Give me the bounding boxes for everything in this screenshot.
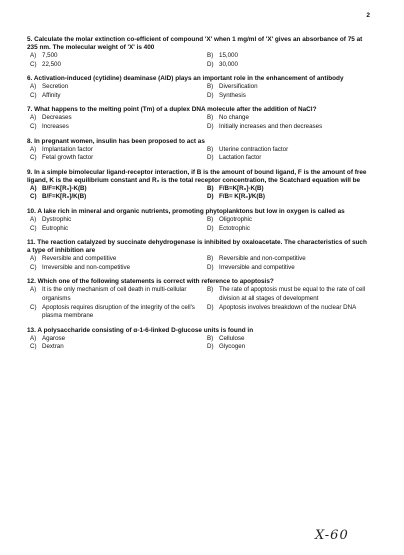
option-text: B/F=K[R₀]/K(B) [42,193,87,201]
option-label: C) [30,154,37,162]
option-text: Glycogen [219,343,246,351]
question-11 [27,239,369,272]
option-label: B) [207,145,214,153]
option-d [204,61,369,70]
option-label: A) [30,184,37,192]
option-label: C) [30,122,37,130]
option-a [27,286,204,303]
question-text: 6. Activation-induced (cytidine) deaminase (AID) plays an important role in the enhancement of antibody [27,75,344,83]
option-text: Cellulose [219,334,245,342]
question-9 [27,169,369,202]
question-13 [27,327,369,352]
option-label: A) [30,334,37,342]
option-text: Eutrophic [42,224,69,232]
option-text: Affinity [42,91,61,99]
option-d [204,92,369,101]
option-c [27,343,204,352]
option-label: C) [30,60,37,68]
question-text: 9. In a simple bimolecular ligand-receptor interaction, if B is the amount of bound ligand, F is the amount of free ligand, K is the equilibrium constant and R₀ is the total receptor concentration, the Scatchard equation will be [27,168,367,184]
option-text: The rate of apoptosis must be equal to the rate of cell division at all stages of development [219,286,366,302]
option-a [27,255,204,264]
option-label: D) [207,263,214,271]
option-label: D) [207,224,214,232]
option-b [204,286,369,303]
option-text: Reversible and competitive [42,255,117,263]
options-grid [27,216,369,233]
question-text: 11. The reaction catalyzed by succinate dehydrogenase is inhibited by oxaloacetate. The characteristics of such a type of inhibition are [27,239,367,255]
option-text: Diversification [219,83,258,91]
option-text: B/F=K[R₀]-K(B) [42,184,87,192]
option-c [27,92,204,101]
question-text: 13. A polysaccharide consisting of α-1-6-linked D-glucose units is found in [27,326,254,334]
option-text: 30,000 [219,60,238,68]
question-text: 7. What happens to the melting point (Tm) of a duplex DNA molecule after the addition of NaCl? [27,106,317,114]
option-text: F/B=K[R₀]-K(B) [219,184,264,192]
option-a [27,216,204,225]
option-text: Reversible and non-competitive [219,255,306,263]
option-label: B) [207,286,214,294]
option-b [204,185,369,194]
option-a [27,185,204,194]
option-label: D) [207,303,214,311]
options-grid [27,255,369,272]
option-label: A) [30,52,37,59]
option-b [204,114,369,123]
question-7 [27,106,369,131]
option-d [204,343,369,352]
question-text: 10. A lake rich in mineral and organic nutrients, promoting phytoplanktons but low in oxygen is called as [27,207,345,215]
option-label: C) [30,303,37,311]
option-label: A) [30,286,37,294]
options-grid [27,185,369,202]
option-a [27,335,204,344]
option-text: Increases [42,122,69,130]
option-d [204,225,369,234]
option-a [27,146,204,155]
option-label: B) [207,184,214,192]
option-label: A) [30,215,37,223]
options-grid [27,335,369,352]
option-text: Dextran [42,343,64,351]
option-text: Dystrophic [42,215,72,223]
option-c [27,123,204,132]
option-label: A) [30,83,37,91]
option-label: A) [30,255,37,263]
question-text: 8. In pregnant women, insulin has been proposed to act as [27,137,205,145]
option-a [27,114,204,123]
option-text: Apoptosis requires disruption of the integrity of the cell's plasma membrane [42,303,195,320]
option-label: C) [30,91,37,99]
option-text: Initially increases and then decreases [219,122,323,130]
option-label: D) [207,122,214,130]
option-text: No change [219,114,249,122]
option-b [204,255,369,264]
option-label: B) [207,255,214,263]
option-text: Decreases [42,114,72,122]
option-label: B) [207,83,214,91]
option-b [204,216,369,225]
option-text: 22,500 [42,60,61,68]
option-text: Fetal growth factor [42,154,94,162]
option-label: C) [30,193,37,201]
options-grid [27,114,369,131]
option-d [204,264,369,273]
question-5 [27,36,369,69]
option-text: F/B= K[R₀]/K(B) [219,193,265,201]
question-text: 5. Calculate the molar extinction co-efficient of compound 'X' when 1 mg/ml of 'X' gives an absorbance of 75 at 235 nm. The molecular weight of 'X' is 400 [27,36,363,51]
option-text: Agarose [42,334,66,342]
option-label: C) [30,263,37,271]
option-text: Irreversible and competitive [219,263,295,271]
option-label: A) [30,145,37,153]
option-label: B) [207,215,214,223]
options-grid [27,146,369,163]
option-text: Apoptosis involves breakdown of the nuclear DNA [219,303,357,311]
option-d [204,304,369,321]
option-b [204,146,369,155]
option-label: C) [30,343,37,351]
option-d [204,123,369,132]
option-text: Irreversible and non-competitive [42,263,131,271]
option-text: Secretion [42,83,69,91]
option-a [27,52,204,61]
option-d [204,193,369,202]
option-text: Synthesis [219,91,246,99]
question-8 [27,138,369,163]
option-c [27,264,204,273]
option-label: C) [30,224,37,232]
question-text: 12. Which one of the following statements is correct with reference to apoptosis? [27,278,274,286]
option-text: Ectotrophic [219,224,250,232]
handwritten-note: X-60 [315,528,349,543]
option-text: Oligotrophic [219,215,253,223]
option-label: A) [30,114,37,122]
options-grid [27,52,369,69]
option-label: B) [207,334,214,342]
option-label: D) [207,343,214,351]
option-label: D) [207,154,214,162]
question-12 [27,278,369,320]
option-a [27,83,204,92]
option-c [27,304,204,321]
option-label: B) [207,52,214,59]
option-b [204,335,369,344]
option-text: 7,500 [42,52,58,59]
option-text: Uterine contraction factor [219,145,289,153]
option-b [204,83,369,92]
option-text: Lactation factor [219,154,262,162]
question-6 [27,75,369,100]
option-label: D) [207,193,214,201]
question-10 [27,208,369,233]
option-c [27,61,204,70]
option-b [204,52,369,61]
option-text: It is the only mechanism of cell death in multi-cellular organisms [42,286,187,302]
option-c [27,154,204,163]
option-label: B) [207,114,214,122]
option-c [27,225,204,234]
options-grid [27,286,369,320]
option-text: Implantation factor [42,145,93,153]
page-number: 2 [366,12,370,19]
question-list [27,36,369,358]
option-text: 15,000 [219,52,238,59]
option-d [204,154,369,163]
option-label: D) [207,60,214,68]
options-grid [27,83,369,100]
option-label: D) [207,91,214,99]
option-c [27,193,204,202]
